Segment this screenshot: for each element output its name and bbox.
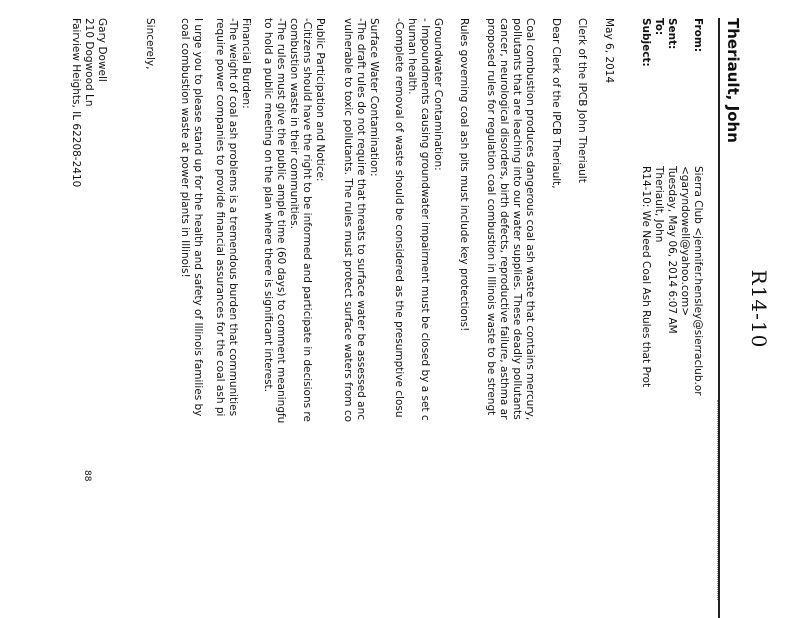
section-line: require power companies to provide financial assurances for the coal ash pi — [214, 18, 226, 417]
financial-section — [213, 18, 252, 618]
intro-line: pollutants that are leaching into our water supplies. These deadly pollutants — [511, 18, 523, 420]
signature-city: Fairview Heights, IL 62208-2410 — [70, 18, 82, 188]
header-rule — [718, 18, 720, 618]
signoff: Sincerely, — [144, 18, 156, 70]
from-label: From: — [692, 18, 704, 53]
scan-artifact — [717, 400, 718, 600]
section-heading: Public Participation and Notice: — [314, 18, 326, 182]
signature-block — [69, 18, 108, 618]
subject-value: R14-10: We Need Coal Ash Rules that Prot — [640, 166, 652, 388]
section-line: to hold a public meeting on the plan where there is significant interest. — [262, 18, 274, 393]
to-value: Theriault, John — [653, 166, 665, 243]
section-heading: Financial Burden: — [240, 18, 252, 109]
from-value-email: <garyndowell@yahoo.com> — [679, 166, 691, 317]
recipient-line: Clerk of the IPCB John Theriault — [576, 18, 588, 183]
salutation: Dear Clerk of the IPCB Theriault, — [550, 18, 562, 189]
intro-line: proposed rules for regulation coal combustion in Illinois waste to be strengt — [485, 18, 497, 416]
closing-line: I urge you to please stand up for the health and safety of Illinois families by — [192, 18, 204, 417]
section-heading: Surface Water Contamination: — [368, 18, 380, 177]
from-value: Sierra Club <jennifer.hensley@sierraclub.or — [692, 166, 704, 396]
signature-street: 210 Dogwood Ln — [83, 18, 95, 107]
closing-paragraph — [178, 18, 204, 618]
to-label: To: — [653, 18, 665, 36]
section-line: - Impoundments causing groundwater impairment must be closed by a set c — [419, 18, 431, 421]
sender-heading: Theriault, John — [724, 18, 742, 143]
closing-line: coal combustion waste at power plants in Illinois! — [179, 18, 191, 278]
section-line: combustion waste in their communities. — [288, 18, 300, 229]
sent-label: Sent: — [666, 18, 678, 50]
section-line: -Citizens should have the right to be informed and participate in decisions re — [301, 18, 313, 422]
groundwater-section — [392, 18, 444, 618]
intro-line: Coal combustion produces dangerous coal ash waste that contains mercury, — [524, 18, 536, 421]
signature-name: Gary Dowell — [96, 18, 108, 82]
page-number: 88 — [82, 470, 92, 482]
document-code: R14-10 — [747, 269, 771, 349]
subject-label: Subject: — [640, 18, 652, 67]
intro-paragraph — [484, 18, 536, 618]
letter-date: May 6, 2014 — [603, 18, 615, 84]
section-line: -The rules must give the public ample time (60 days) to comment meaningfu — [275, 18, 287, 424]
public-participation-section — [261, 18, 326, 618]
section-line: human health. — [406, 18, 418, 95]
section-line: -Complete removal of waste should be considered as the presumptive closu — [393, 18, 405, 418]
key-protections-line: Rules governing coal ash pits must include key protections! — [458, 18, 470, 332]
sent-value: Tuesday, May 06, 2014 6:07 AM — [666, 166, 678, 334]
section-heading: Groundwater Contamination: — [432, 18, 444, 171]
section-line: vulnerable to toxic pollutants. The rules must protect surface waters from co — [342, 18, 354, 423]
section-line: -The draft rules do not require that threats to surface water be assessed anc — [355, 18, 367, 421]
intro-line: cancer, neurological disorders, birth defects, reproductive failure, asthma ar — [498, 18, 510, 420]
surface-water-section — [341, 18, 380, 618]
section-line: -The weight of coal ash problems is a tremendous burden that communities — [227, 18, 239, 417]
